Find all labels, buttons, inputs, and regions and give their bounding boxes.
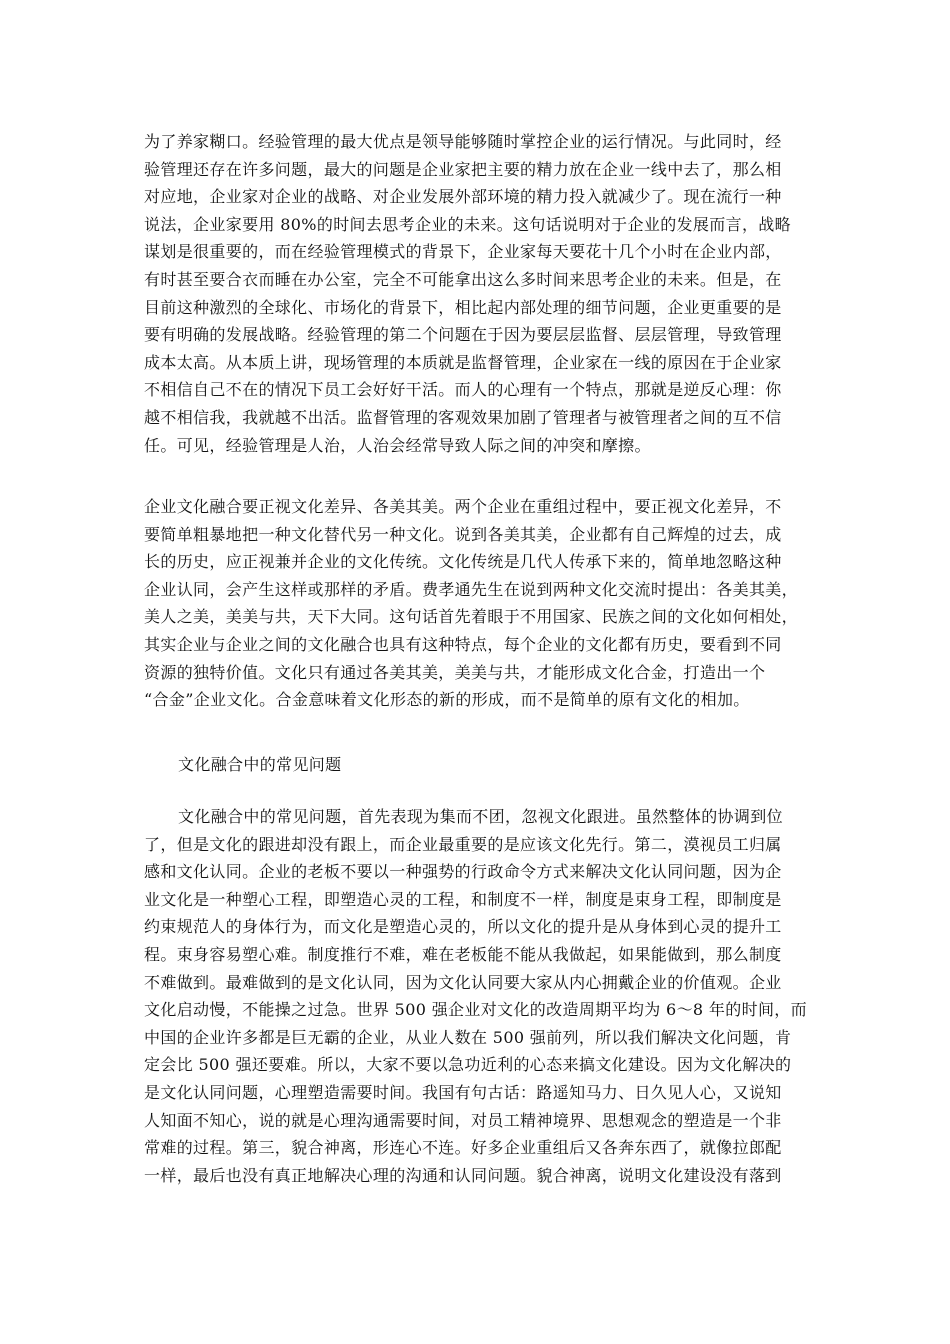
text-line: 中国的企业许多都是巨无霸的企业，从业人数在 500 强前列，所以我们解决文化问题，肯 — [144, 1027, 792, 1047]
text-line: 不难做到。最难做到的是文化认同，因为文化认同要大家从内心拥戴企业的价值观。企业 — [144, 972, 782, 992]
text-line: 其实企业与企业之间的文化融合也具有这种特点，每个企业的文化都有历史，要看到不同 — [144, 634, 782, 654]
paragraph-experience-management — [144, 128, 806, 459]
text-line: 约束规范人的身体行为，而文化是塑造心灵的，所以文化的提升是从身体到心灵的提升工 — [144, 917, 782, 937]
text-line: 越不相信我，我就越不出活。监督管理的客观效果加剧了管理者与被管理者之间的互不信 — [144, 407, 782, 427]
text-line: 为了养家糊口。经验管理的最大优点是领导能够随时掌控企业的运行情况。与此同时，经 — [144, 132, 782, 151]
text-line: 对应地，企业家对企业的战略、对企业发展外部环境的精力投入就减少了。现在流行一种 — [144, 187, 782, 207]
text-line: 有时甚至要合衣而睡在办公室，完全不可能拿出这么多时间来思考企业的未来。但是，在 — [144, 269, 782, 289]
text-line: 任。可见，经验管理是人治，人治会经常导致人际之间的冲突和摩擦。 — [144, 435, 651, 455]
text-line: 人知面不知心，说的就是心理沟通需要时间，对员工精神境界、思想观念的塑造是一个非 — [144, 1110, 782, 1130]
heading-text: 文化融合中的常见问题 — [178, 755, 342, 774]
text-line: 企业文化融合要正视文化差异、各美其美。两个企业在重组过程中，要正视文化差异，不 — [144, 497, 782, 516]
text-line: 要简单粗暴地把一种文化替代另一种文化。说到各美其美，企业都有自己辉煌的过去，成 — [144, 524, 782, 544]
paragraph-culture-fusion — [144, 493, 806, 714]
text-line: 定会比 500 强还要难。所以，大家不要以急功近利的心态来搞文化建设。因为文化解决的 — [144, 1055, 792, 1075]
text-line: 长的历史，应正视兼并企业的文化传统。文化传统是几代人传承下来的，简单地忽略这种 — [144, 552, 782, 572]
text-line: 一样，最后也没有真正地解决心理的沟通和认同问题。貌合神离，说明文化建设没有落到 — [144, 1165, 782, 1185]
text-line: 业文化是一种塑心工程，即塑造心灵的工程，和制度不一样，制度是束身工程，即制度是 — [144, 889, 782, 909]
text-line: 了，但是文化的跟进却没有跟上，而企业最重要的是应该文化先行。第二，漠视员工归属 — [144, 834, 782, 854]
text-line: 文化启动慢，不能操之过急。世界 500 强企业对文化的改造周期平均为 6～8 年的时间，而 — [144, 1000, 807, 1020]
text-line: 验管理还存在许多问题，最大的问题是企业家把主要的精力放在企业一线中去了，那么相 — [144, 159, 782, 179]
text-line: 谋划是很重要的，而在经验管理模式的背景下，企业家每天要花十几个小时在企业内部， — [144, 242, 782, 262]
text-line: 文化融合中的常见问题，首先表现为集而不团，忽视文化跟进。虽然整体的协调到位 — [178, 807, 783, 826]
text-line: 常难的过程。第三，貌合神离，形连心不连。好多企业重组后又各奔东西了，就像拉郎配 — [144, 1138, 782, 1158]
text-line: 程。束身容易塑心难。制度推行不难，难在老板能不能从我做起，如果能做到，那么制度 — [144, 944, 782, 964]
text-line: 美人之美，美美与共，天下大同。这句话首先着眼于不用国家、民族之间的文化如何相处， — [144, 607, 799, 627]
text-line: “合金”企业文化。合金意味着文化形态的新的形成，而不是简单的原有文化的相加。 — [144, 690, 750, 710]
text-line: 资源的独特价值。文化只有通过各美其美，美美与共，才能形成文化合金，打造出一个 — [144, 662, 766, 682]
text-line: 要有明确的发展战略。经验管理的第二个问题在于因为要层层监督、层层管理，导致管理 — [144, 325, 782, 345]
text-line: 说法，企业家要用 80%的时间去思考企业的未来。这句话说明对于企业的发展而言，战略 — [144, 214, 791, 234]
text-line: 成本太高。从本质上讲，现场管理的本质就是监督管理，企业家在一线的原因在于企业家 — [144, 352, 782, 372]
text-line: 企业认同，会产生这样或那样的矛盾。费孝通先生在说到两种文化交流时提出：各美其美， — [144, 579, 799, 599]
section-heading — [144, 751, 806, 779]
text-line: 不相信自己不在的情况下员工会好好干活。而人的心理有一个特点，那就是逆反心理：你 — [144, 380, 782, 400]
paragraph-common-problems — [144, 803, 806, 1189]
text-line: 是文化认同问题，心理塑造需要时间。我国有句古话：路遥知马力、日久见人心，又说知 — [144, 1082, 782, 1102]
text-line: 目前这种激烈的全球化、市场化的背景下，相比起内部处理的细节问题，企业更重要的是 — [144, 297, 782, 317]
text-line: 感和文化认同。企业的老板不要以一种强势的行政命令方式来解决文化认同问题，因为企 — [144, 862, 782, 882]
